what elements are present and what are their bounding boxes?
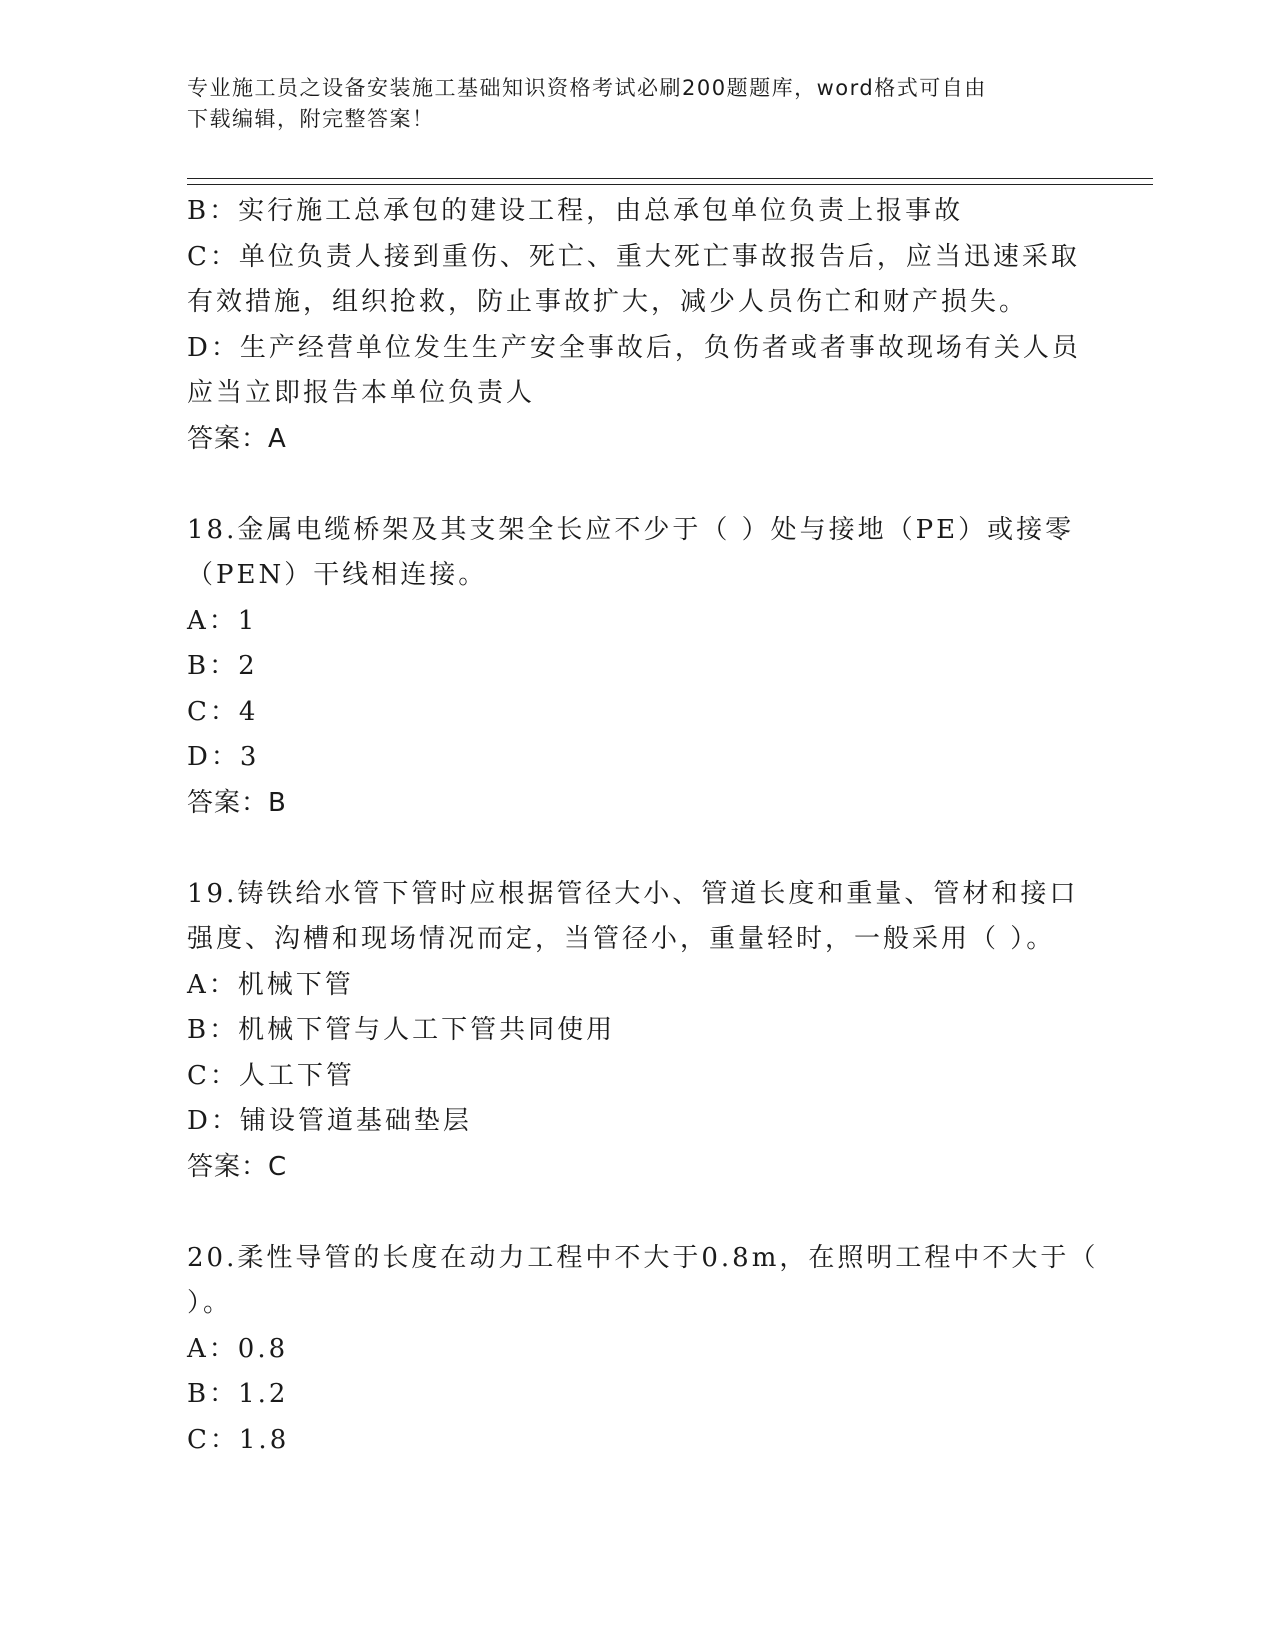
question-stem: 20.柔性导管的长度在动力工程中不大于0.8m，在照明工程中不大于（ bbox=[187, 1242, 1099, 1273]
option-d: D：生产经营单位发生生产安全事故后，负伤者或者事故现场有关人员 bbox=[187, 332, 1081, 363]
question-content bbox=[187, 189, 1099, 1463]
option-b: B：2 bbox=[187, 651, 258, 681]
option-a: A：0.8 bbox=[187, 1333, 289, 1364]
option-d: D：铺设管道基础垫层 bbox=[187, 1106, 472, 1136]
question-19 bbox=[187, 872, 1077, 1191]
question-stem-continued: ）。 bbox=[187, 1288, 233, 1318]
spacer bbox=[187, 1190, 1077, 1236]
answer: 答案：C bbox=[187, 1151, 288, 1182]
spacer bbox=[187, 826, 1077, 872]
question-17-tail bbox=[187, 189, 1081, 462]
option-c-continued: 有效措施，组织抢救，防止事故扩大，减少人员伤亡和财产损失。 bbox=[187, 287, 1029, 317]
answer: 答案：B bbox=[187, 787, 287, 818]
question-stem: 18.金属电缆桥架及其支架全长应不少于（ ）处与接地（PE）或接零 bbox=[187, 514, 1075, 545]
page-header bbox=[187, 73, 1067, 135]
header-divider bbox=[187, 178, 1153, 185]
option-b: B：机械下管与人工下管共同使用 bbox=[187, 1015, 616, 1045]
option-b: B：1.2 bbox=[187, 1379, 289, 1409]
option-c: C：人工下管 bbox=[187, 1060, 355, 1091]
answer: 答案：A bbox=[187, 423, 287, 454]
header-title-line-2: 下载编辑，附完整答案！ bbox=[187, 107, 435, 131]
option-c: C：4 bbox=[187, 696, 259, 727]
question-20 bbox=[187, 1236, 1099, 1464]
spacer bbox=[187, 462, 1077, 508]
question-stem-continued: （PEN）干线相连接。 bbox=[187, 560, 488, 590]
question-18 bbox=[187, 508, 1077, 827]
option-d: D：3 bbox=[187, 742, 260, 772]
option-d-continued: 应当立即报告本单位负责人 bbox=[187, 378, 536, 408]
question-stem-continued: 强度、沟槽和现场情况而定，当管径小，重量轻时，一般采用（ ）。 bbox=[187, 924, 1056, 954]
option-a: A：1 bbox=[187, 605, 258, 636]
option-c: C：1.8 bbox=[187, 1424, 290, 1455]
question-stem: 19.铸铁给水管下管时应根据管径大小、管道长度和重量、管材和接口 bbox=[187, 878, 1079, 909]
option-c: C：单位负责人接到重伤、死亡、重大死亡事故报告后，应当迅速采取 bbox=[187, 241, 1080, 272]
option-a: A：机械下管 bbox=[187, 969, 354, 1000]
option-b: B：实行施工总承包的建设工程，由总承包单位负责上报事故 bbox=[187, 196, 964, 226]
header-title-line-1: 专业施工员之设备安装施工基础知识资格考试必刷200题题库，word格式可自由 bbox=[187, 76, 987, 100]
